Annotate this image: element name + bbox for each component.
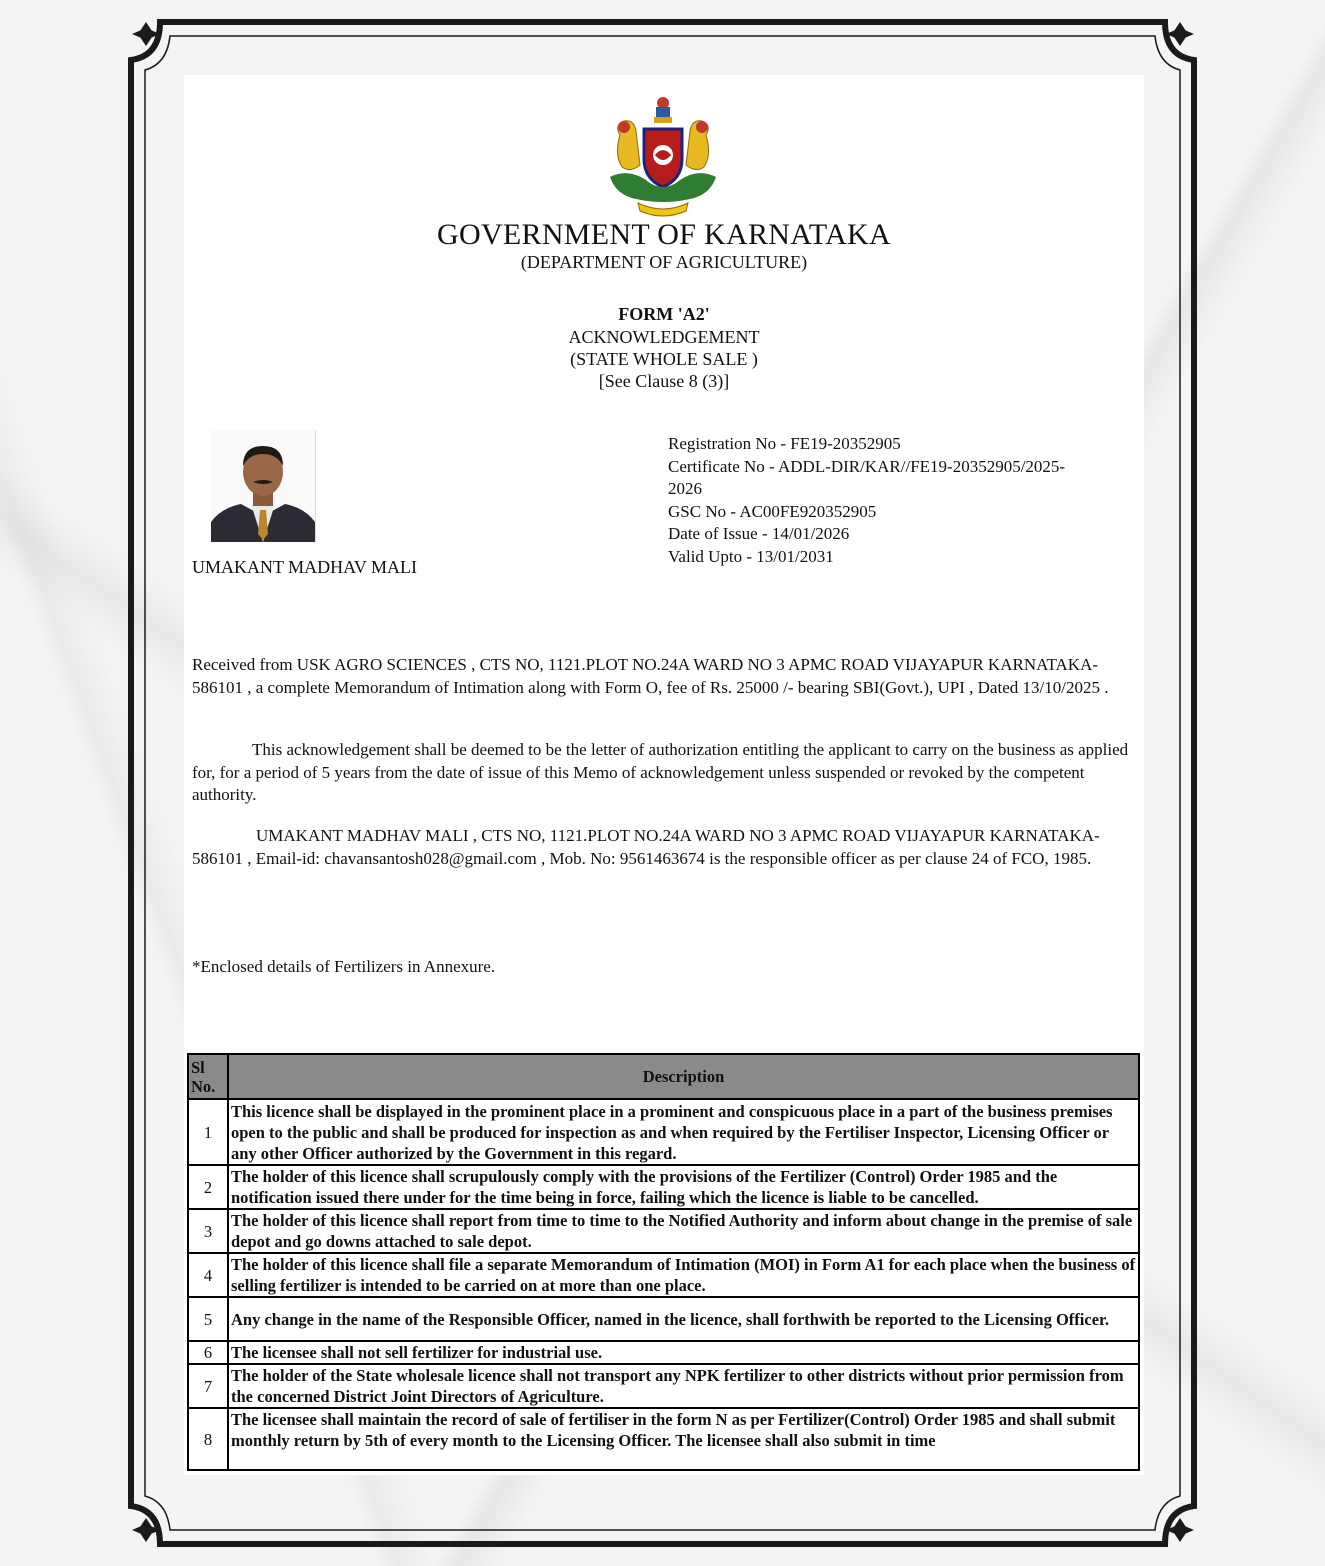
row-description: This licence shall be displayed in the prominent place in a prominent and conspicuous place in a part of the business premises open to the public and shall be produced for inspection as and when required by the Fertiliser Inspector, Licensing Officer or any other Officer authorized by the Government in this regard. [228, 1099, 1139, 1165]
table-row [188, 1209, 1139, 1253]
responsible-officer-paragraph [192, 825, 1137, 870]
column-header-description: Description [228, 1054, 1139, 1099]
valid-upto: Valid Upto - 13/01/2031 [668, 546, 834, 566]
table-row [188, 1165, 1139, 1209]
table-row [188, 1341, 1139, 1364]
row-description: The licensee shall not sell fertilizer for industrial use. [228, 1341, 1139, 1364]
row-sl-number: 6 [188, 1341, 228, 1364]
licence-conditions-table [187, 1053, 1140, 1471]
row-sl-number: 2 [188, 1165, 228, 1209]
row-sl-number: 4 [188, 1253, 228, 1297]
row-description: The holder of the State wholesale licence shall not transport any NPK fertilizer to other districts without prior permission from the concerned District Joint Directors of Agriculture. [228, 1364, 1139, 1408]
row-description: Any change in the name of the Responsible Officer, named in the licence, shall forthwith be reported to the Licensing Officer. [228, 1297, 1139, 1341]
table-row [188, 1253, 1139, 1297]
certificate-number: Certificate No - ADDL-DIR/KAR//FE19-20352905/2025- [668, 456, 1066, 476]
karnataka-state-emblem-icon [600, 95, 726, 221]
row-description: The holder of this licence shall report from time to time to the Notified Authority and inform about change in the premise of sale depot and go downs attached to sale depot. [228, 1209, 1139, 1253]
authorization-text: This acknowledgement shall be deemed to be the letter of authorization entitling the applicant to carry on the business as applied for, for a period of 5 years from the date of issue of this Memo of acknowledgement unless suspended or revoked by the competent authority. [192, 740, 1129, 804]
row-sl-number: 3 [188, 1209, 228, 1253]
received-paragraph: Received from USK AGRO SCIENCES , CTS NO, 1121.PLOT NO.24A WARD NO 3 APMC ROAD VIJAYAPUR KARNATAKA-586101 , a complete Memorandum of Intimation along with Form O, fee of Rs. 25000 /- bearing SBI(Govt.), UPI , Dated 13/10/2025 . [192, 655, 1109, 697]
row-description: The holder of this licence shall scrupulously comply with the provisions of the Fertilizer (Control) Order 1985 and the notification issued there under for the time being in force, failing which the licence is liable to be cancelled. [228, 1165, 1139, 1209]
authorization-paragraph [192, 739, 1137, 807]
table-row [188, 1099, 1139, 1165]
responsible-officer-text: UMAKANT MADHAV MALI , CTS NO, 1121.PLOT NO.24A WARD NO 3 APMC ROAD VIJAYAPUR KARNATAKA-586101 , Email-id: chavansantosh028@gmail.com , Mob. No: 9561463674 is the responsible officer as per clause 24 of FCO, 1985. [192, 826, 1100, 868]
column-header-sl-no: Sl No. [188, 1054, 228, 1099]
licensee-photo [211, 430, 316, 542]
gsc-number: GSC No - AC00FE920352905 [668, 501, 877, 521]
row-sl-number: 8 [188, 1408, 228, 1470]
row-description: The holder of this licence shall file a separate Memorandum of Intimation (MOI) in Form A1 for each place when the business of selling fertilizer is intended to be carried on at more than one place. [228, 1253, 1139, 1297]
form-number: FORM 'A2' [618, 304, 710, 324]
table-row [188, 1297, 1139, 1341]
licensee-name: UMAKANT MADHAV MALI [192, 557, 418, 577]
clause-reference: [See Clause 8 (3)] [598, 371, 730, 391]
table-row [188, 1408, 1139, 1470]
row-sl-number: 7 [188, 1364, 228, 1408]
enclosure-note: *Enclosed details of Fertilizers in Annexure. [192, 957, 496, 976]
person-avatar-icon [211, 430, 315, 542]
row-sl-number: 5 [188, 1297, 228, 1341]
department-name: (DEPARTMENT OF AGRICULTURE) [520, 252, 808, 272]
government-title: GOVERNMENT OF KARNATAKA [437, 218, 891, 251]
row-sl-number: 1 [188, 1099, 228, 1165]
table-header-row [188, 1054, 1139, 1099]
certificate-number-continued: 2026 [668, 479, 702, 498]
registration-number: Registration No - FE19-20352905 [668, 434, 901, 453]
licence-category: (STATE WHOLE SALE ) [570, 349, 758, 369]
table-row [188, 1364, 1139, 1408]
document-title: ACKNOWLEDGEMENT [568, 327, 760, 347]
registration-details [668, 433, 1118, 568]
date-of-issue: Date of Issue - 14/01/2026 [668, 524, 850, 543]
row-description: The licensee shall maintain the record of sale of fertiliser in the form N as per Fertilizer(Control) Order 1985 and shall submit monthly return by 5th of every month to the Licensing Officer. The licensee shall also submit in time [228, 1408, 1139, 1470]
